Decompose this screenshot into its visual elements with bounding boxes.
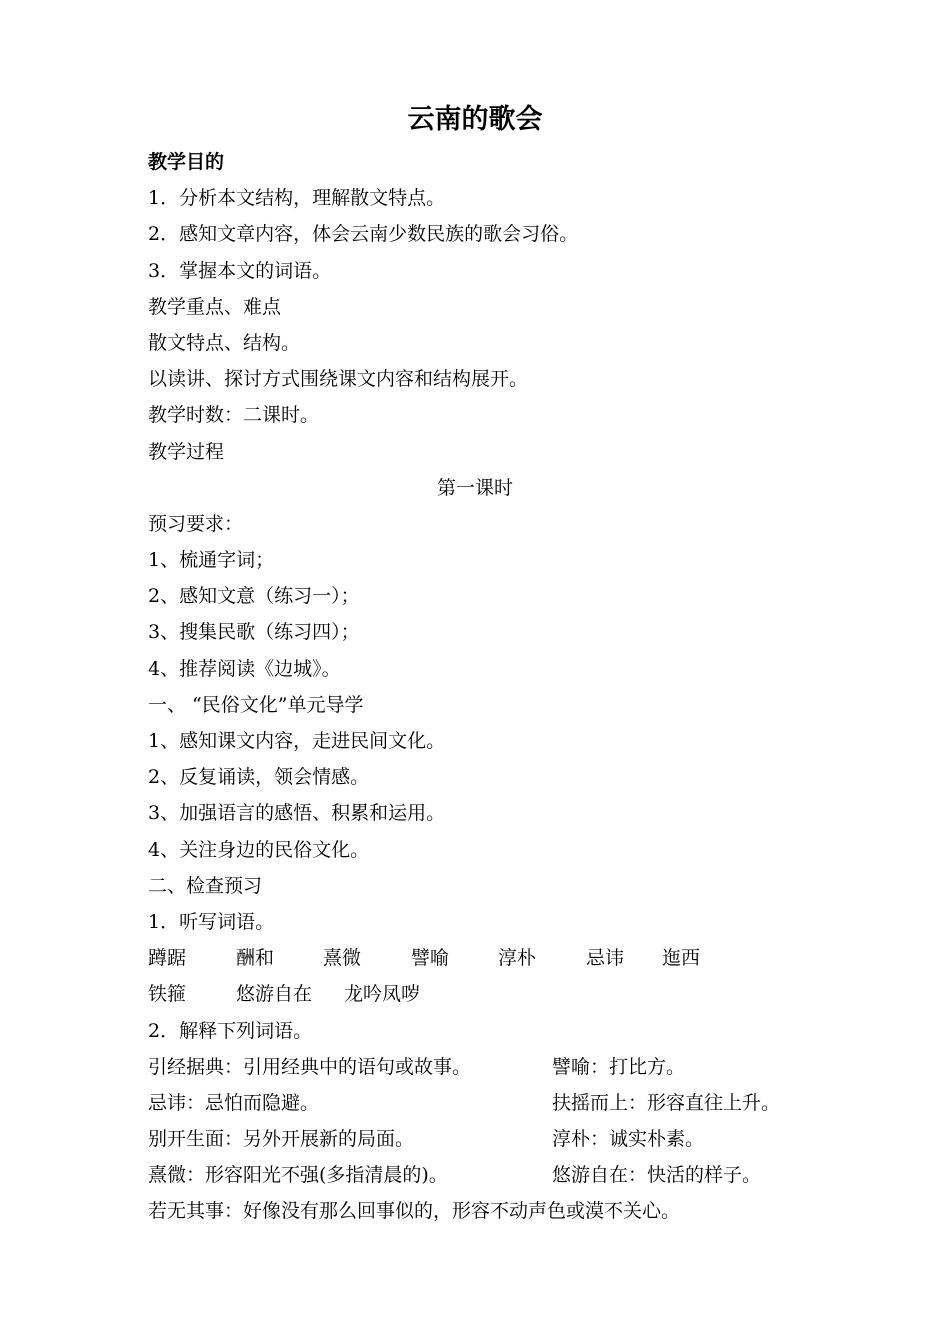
dictation-word: 譬喻 bbox=[411, 947, 450, 970]
definition: 若无其事：好像没有那么回事似的，形容不动声色或漠不关心。 bbox=[148, 1200, 681, 1223]
dictation-words-row bbox=[148, 976, 848, 1012]
definition: 别开生面：另外开展新的局面。 bbox=[148, 1128, 415, 1151]
definition-row bbox=[148, 1085, 848, 1121]
hours-text: 教学时数：二课时。 bbox=[148, 404, 320, 427]
dictation-word: 熹微 bbox=[323, 947, 362, 970]
dictation-word: 蹲踞 bbox=[148, 947, 187, 970]
dictation-word: 迤西 bbox=[662, 947, 701, 970]
definition-row bbox=[148, 1157, 848, 1193]
process-heading: 教学过程 bbox=[148, 440, 225, 463]
dictation-word: 忌讳 bbox=[586, 947, 625, 970]
definition: 譬喻：打比方。 bbox=[552, 1055, 686, 1078]
method-text: 以读讲、探讨方式围绕课文内容和结构展开。 bbox=[148, 368, 529, 391]
definition: 扶摇而上：形容直往上升。 bbox=[552, 1091, 781, 1114]
unit-heading: 一、 “民俗文化”单元导学 bbox=[148, 693, 364, 716]
definition: 忌讳：忌怕而隐避。 bbox=[148, 1091, 320, 1114]
dictation-heading: 1．听写词语。 bbox=[148, 910, 275, 933]
focus-text: 散文特点、结构。 bbox=[148, 331, 301, 354]
focus-heading: 教学重点、难点 bbox=[148, 295, 282, 318]
dictation-word: 龙吟凤哕 bbox=[344, 983, 421, 1006]
preview-item: 3、搜集民歌（练习四）； bbox=[148, 621, 360, 644]
definition: 熹微：形容阳光不强(多指清晨的)。 bbox=[148, 1164, 448, 1187]
unit-item: 4、关注身边的民俗文化。 bbox=[148, 838, 370, 861]
preview-item: 4、推荐阅读《边城》。 bbox=[148, 657, 341, 680]
preview-item: 1、梳通字词； bbox=[148, 549, 275, 572]
preview-item: 2、感知文意（练习一）； bbox=[148, 585, 360, 608]
unit-item: 1、感知课文内容，走进民间文化。 bbox=[148, 730, 446, 752]
dictation-word: 铁箍 bbox=[148, 983, 187, 1006]
definition: 淳朴：诚实朴素。 bbox=[552, 1128, 705, 1151]
definition: 引经据典：引用经典中的语句或故事。 bbox=[148, 1055, 472, 1078]
objective-item: 1．分析本文结构，理解散文特点。 bbox=[148, 187, 446, 210]
objective-item: 3．掌握本文的词语。 bbox=[148, 259, 332, 282]
dictation-word: 淳朴 bbox=[498, 947, 537, 970]
definition-row bbox=[148, 1049, 848, 1085]
check-heading: 二、检查预习 bbox=[148, 874, 263, 897]
unit-item: 3、加强语言的感悟、积累和运用。 bbox=[148, 802, 446, 825]
explain-heading: 2．解释下列词语。 bbox=[148, 1019, 313, 1042]
dictation-word: 酬和 bbox=[236, 947, 275, 970]
objective-item: 2．感知文章内容，体会云南少数民族的歌会习俗。 bbox=[148, 223, 579, 246]
document-title: 云南的歌会 bbox=[407, 104, 543, 135]
objectives-heading: 教学目的 bbox=[148, 151, 225, 173]
document-body bbox=[148, 144, 848, 1230]
dictation-word: 悠游自在 bbox=[236, 983, 313, 1006]
definition-row bbox=[148, 1121, 848, 1157]
unit-item: 2、反复诵读，领会情感。 bbox=[148, 766, 370, 789]
definition: 悠游自在：快活的样子。 bbox=[552, 1164, 762, 1187]
dictation-words-row bbox=[148, 940, 848, 976]
lesson-title: 第一课时 bbox=[436, 476, 513, 499]
preview-heading: 预习要求： bbox=[148, 512, 244, 535]
